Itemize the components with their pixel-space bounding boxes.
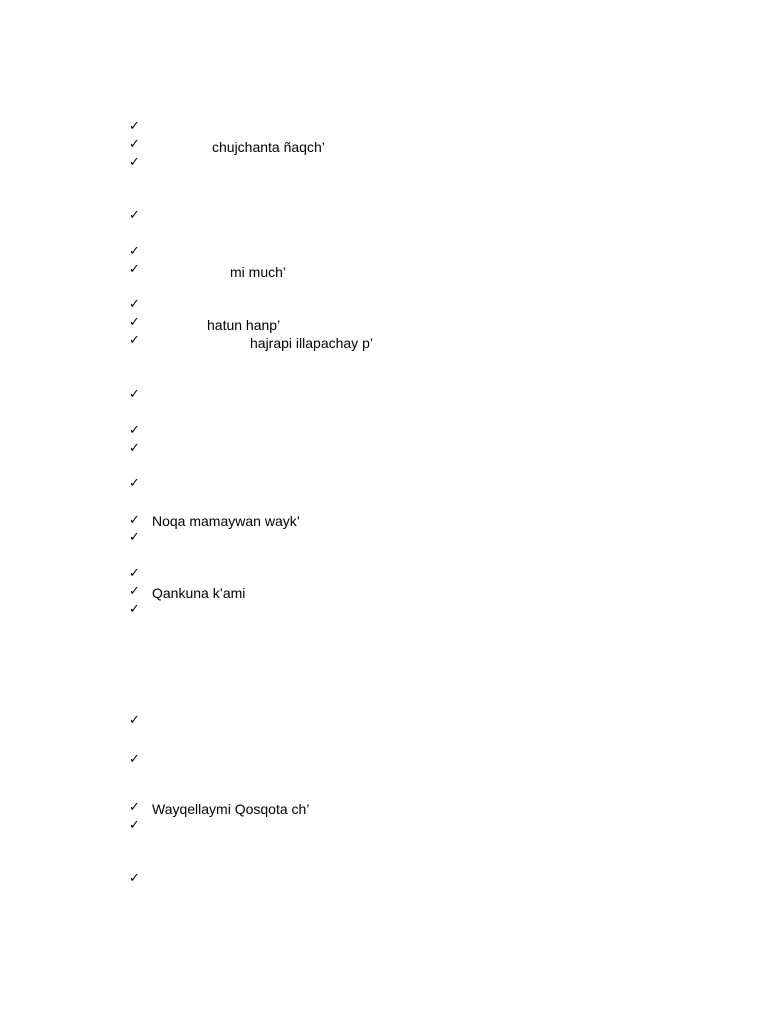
line-text: Noqa mamaywan wayk’ [152,513,300,529]
checkmark-icon: ✓ [129,476,140,491]
checkmark-icon: ✓ [129,423,140,438]
checkmark-icon: ✓ [129,262,140,277]
checkmark-icon: ✓ [129,315,140,330]
checkmark-icon: ✓ [129,297,140,312]
checkmark-icon: ✓ [129,119,140,134]
checkmark-icon: ✓ [129,602,140,617]
checkmark-icon: ✓ [129,871,140,886]
line-text: Wayqellaymi Qosqota ch’ [152,801,310,817]
checkmark-icon: ✓ [129,155,140,170]
checkmark-icon: ✓ [129,800,140,815]
checkmark-icon: ✓ [129,752,140,767]
line-text: hatun hanp’ [207,317,281,333]
checkmark-icon: ✓ [129,333,140,348]
checkmark-icon: ✓ [129,244,140,259]
checkmark-icon: ✓ [129,530,140,545]
checkmark-icon: ✓ [129,387,140,402]
checkmark-icon: ✓ [129,513,140,528]
line-text: hajrapi illapachay p’ [250,335,373,351]
checkmark-icon: ✓ [129,208,140,223]
line-text: chujchanta ñaqch’ [212,139,325,155]
checkmark-icon: ✓ [129,818,140,833]
checkmark-icon: ✓ [129,566,140,581]
checkmark-icon: ✓ [129,441,140,456]
checkmark-icon: ✓ [129,137,140,152]
checkmark-icon: ✓ [129,584,140,599]
line-text: mi much’ [230,264,287,280]
line-text: Qankuna k’ami [152,585,246,601]
checkmark-icon: ✓ [129,713,140,728]
